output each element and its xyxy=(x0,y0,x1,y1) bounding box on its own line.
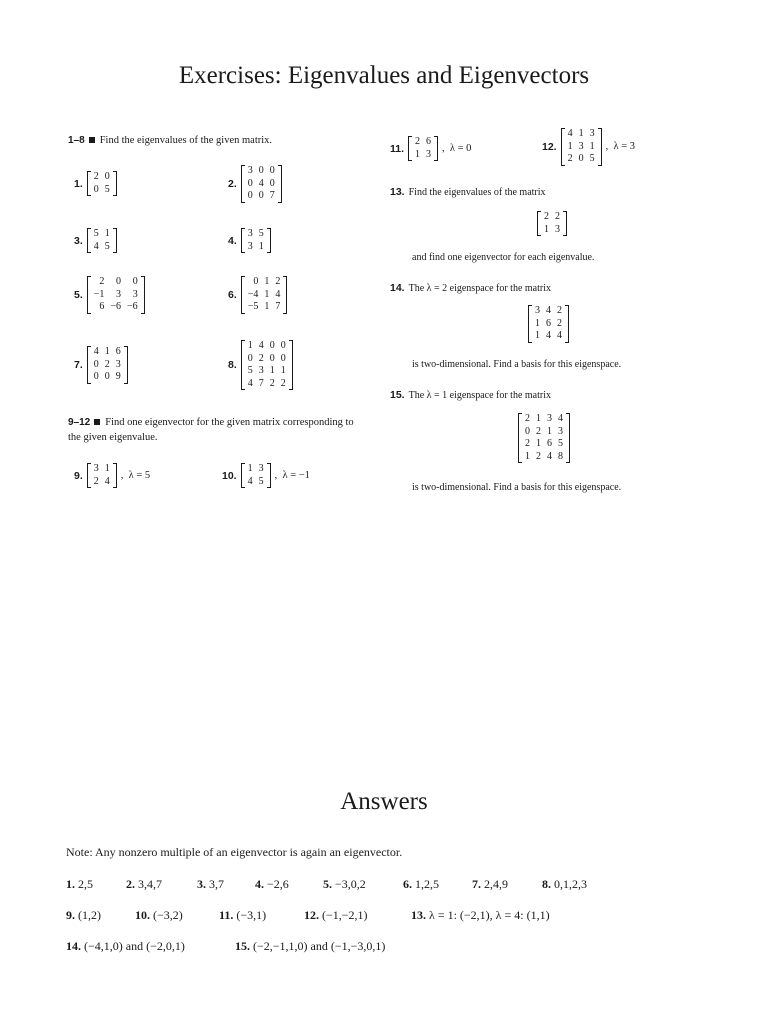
matrix-cell: 4 xyxy=(567,128,573,139)
answer-value: 2,5 xyxy=(78,877,93,891)
matrix xyxy=(87,276,145,314)
answer-number: 15. xyxy=(235,939,250,953)
answer-13 xyxy=(411,908,550,923)
matrix-cell: 7 xyxy=(258,377,264,389)
matrix-cell: 5 xyxy=(104,240,110,252)
matrix xyxy=(241,228,271,253)
matrix-cell: 0 xyxy=(93,371,99,382)
section-2-instruction-line1: Find one eigenvector for the given matrix corresponding to xyxy=(105,417,354,428)
answer-3 xyxy=(197,877,224,892)
problem-label: 11. xyxy=(390,142,405,155)
matrix-cell: 2 xyxy=(93,171,99,182)
matrix-cell: 1 xyxy=(104,228,110,239)
matrix-cell: 0 xyxy=(269,340,275,351)
matrix-cell: 2 xyxy=(258,352,264,364)
matrix-cell: 1 xyxy=(264,276,270,287)
answer-8 xyxy=(542,877,587,892)
matrix-cell: 2 xyxy=(93,475,99,487)
matrix-cell: 6 xyxy=(426,136,432,147)
matrix-cell: 0 xyxy=(280,340,286,351)
matrix-cell: 1 xyxy=(104,463,110,474)
answer-number: 9. xyxy=(66,908,75,922)
matrix-cell: 1 xyxy=(264,288,270,300)
matrix-cell: 0 xyxy=(247,177,253,189)
matrix-cell: 0 xyxy=(116,276,122,287)
matrix-cell: 1 xyxy=(578,128,584,139)
matrix-cell: 0 xyxy=(578,153,584,164)
matrix-cell: 3 xyxy=(589,128,595,139)
matrix-cell: 4 xyxy=(557,330,562,341)
matrix-cell: 7 xyxy=(269,190,275,201)
answer-value: λ = 1: (−2,1), λ = 4: (1,1) xyxy=(429,908,550,922)
answer-number: 14. xyxy=(66,939,81,953)
matrix-cell: 1 xyxy=(247,340,253,351)
matrix-cell: 3 xyxy=(547,413,552,424)
problem-7 xyxy=(74,346,128,384)
problem-label: 7. xyxy=(74,358,83,371)
answer-number: 3. xyxy=(197,877,206,891)
answer-value: 1,2,5 xyxy=(415,877,439,891)
answer-number: 1. xyxy=(66,877,75,891)
answer-number: 8. xyxy=(542,877,551,891)
matrix-cell: 5 xyxy=(589,153,595,164)
answer-6 xyxy=(403,877,439,892)
answer-value: (−3,2) xyxy=(153,908,183,922)
matrix-cell: 3 xyxy=(578,140,584,152)
matrix-cell: 9 xyxy=(115,371,121,382)
matrix-cell: 2 xyxy=(557,305,562,316)
problem-2 xyxy=(228,165,282,203)
matrix xyxy=(87,463,117,488)
problem-14-text: 14. The λ = 2 eigenspace for the matrix xyxy=(390,282,551,294)
matrix xyxy=(87,346,128,384)
matrix-cell: 0 xyxy=(258,190,264,201)
matrix-cell: 2 xyxy=(567,153,573,164)
matrix-cell: 1 xyxy=(589,140,595,152)
matrix-cell: 3 xyxy=(93,463,99,474)
problem-label: 4. xyxy=(228,234,237,247)
matrix xyxy=(537,211,567,236)
problem-13-followup: and find one eigenvector for each eigenvalue. xyxy=(412,252,595,263)
problem-4 xyxy=(228,228,271,253)
answer-4 xyxy=(255,877,289,892)
eigenvalue-suffix: , λ = −1 xyxy=(274,470,310,481)
section-1-header xyxy=(68,133,272,148)
problem-label: 12. xyxy=(542,140,557,153)
matrix-cell: 3 xyxy=(132,288,138,300)
answer-1 xyxy=(66,877,93,892)
problem-label: 6. xyxy=(228,288,237,301)
answer-number: 13. xyxy=(411,908,426,922)
answer-value: 3,4,7 xyxy=(138,877,162,891)
matrix-cell: 2 xyxy=(269,377,275,389)
problem-1 xyxy=(74,171,117,196)
matrix-cell: −1 xyxy=(93,288,105,300)
answer-number: 6. xyxy=(403,877,412,891)
matrix-cell: 3 xyxy=(247,228,253,239)
matrix-cell: 0 xyxy=(269,352,275,364)
section-1-range: 1–8 xyxy=(68,135,85,146)
matrix-cell: 1 xyxy=(536,413,541,424)
matrix-cell: 1 xyxy=(544,223,549,235)
problem-15-label: 15. xyxy=(390,389,405,401)
matrix-cell: 2 xyxy=(536,425,541,437)
matrix-cell: 2 xyxy=(544,211,549,222)
matrix-cell: 0 xyxy=(247,190,253,201)
matrix-cell: 4 xyxy=(93,346,99,357)
matrix-cell: 6 xyxy=(115,346,121,357)
matrix-cell: 3 xyxy=(555,223,560,235)
matrix-cell: 1 xyxy=(264,301,270,312)
answer-value: −2,6 xyxy=(267,877,289,891)
problem-15-matrix xyxy=(518,413,570,463)
matrix-cell: 0 xyxy=(280,352,286,364)
matrix-cell: 3 xyxy=(247,165,253,176)
matrix-cell: 4 xyxy=(258,177,264,189)
matrix-cell: 4 xyxy=(93,240,99,252)
matrix-cell: 4 xyxy=(247,475,253,487)
problem-label: 3. xyxy=(74,234,83,247)
matrix-cell: 6 xyxy=(99,301,105,312)
eigenvalue-suffix: , λ = 0 xyxy=(442,143,472,154)
matrix-cell: 1 xyxy=(269,365,275,376)
matrix-cell: 1 xyxy=(258,240,264,252)
matrix-cell: 5 xyxy=(258,228,264,239)
section-2-range: 9–12 xyxy=(68,417,91,428)
matrix-cell: 2 xyxy=(557,317,562,329)
answer-number: 4. xyxy=(255,877,264,891)
matrix-cell: 2 xyxy=(525,438,530,449)
matrix-cell: 4 xyxy=(546,330,551,341)
problem-6 xyxy=(228,276,287,314)
matrix-cell: 7 xyxy=(275,301,281,312)
eigenvalue-suffix: , λ = 3 xyxy=(605,141,635,153)
matrix-cell: 2 xyxy=(280,377,286,389)
matrix-cell: 4 xyxy=(258,340,264,351)
page-title: Exercises: Eigenvalues and Eigenvectors xyxy=(178,62,590,89)
answer-number: 11. xyxy=(219,908,234,922)
matrix-cell: 4 xyxy=(247,377,253,389)
problem-14-followup: is two-dimensional. Find a basis for this eigenspace. xyxy=(412,359,622,370)
matrix-cell: 8 xyxy=(558,450,563,462)
answer-number: 7. xyxy=(472,877,481,891)
matrix-cell: 4 xyxy=(275,288,281,300)
matrix xyxy=(241,463,271,488)
square-bullet-icon xyxy=(89,137,95,143)
answer-15 xyxy=(235,939,385,954)
matrix-cell: 0 xyxy=(269,165,275,176)
matrix xyxy=(518,413,570,463)
matrix-cell: 4 xyxy=(547,450,552,462)
matrix-cell: 6 xyxy=(547,438,552,449)
problem-13-text: 13. Find the eigenvalues of the matrix xyxy=(390,186,546,198)
matrix-cell: 0 xyxy=(104,171,110,182)
square-bullet-icon xyxy=(94,419,100,425)
matrix-cell: 3 xyxy=(116,288,122,300)
problem-label: 9. xyxy=(74,469,83,482)
matrix-cell: 0 xyxy=(525,425,530,437)
matrix-cell: 3 xyxy=(258,365,264,376)
answers-note: Note: Any nonzero multiple of an eigenvector is again an eigenvector. xyxy=(66,845,403,859)
problem-10 xyxy=(222,463,310,488)
matrix-cell: 1 xyxy=(547,425,552,437)
matrix-cell: 3 xyxy=(535,305,540,316)
answer-2 xyxy=(126,877,162,892)
answer-10 xyxy=(135,908,183,923)
answer-5 xyxy=(323,877,366,892)
answer-value: 2,4,9 xyxy=(484,877,508,891)
matrix-cell: 3 xyxy=(558,425,563,437)
answer-number: 12. xyxy=(304,908,319,922)
matrix-cell: 3 xyxy=(115,358,121,370)
problem-15-followup: is two-dimensional. Find a basis for this eigenspace. xyxy=(412,482,622,493)
answer-14 xyxy=(66,939,185,954)
matrix xyxy=(408,136,438,161)
matrix-cell: 5 xyxy=(247,365,253,376)
eigenvalue-suffix: , λ = 5 xyxy=(120,470,151,481)
matrix-cell: 0 xyxy=(93,183,99,195)
matrix-cell: 0 xyxy=(132,276,138,287)
matrix-cell: 3 xyxy=(247,240,253,252)
problem-11 xyxy=(390,136,471,161)
matrix-cell: 0 xyxy=(247,352,253,364)
matrix-cell: 5 xyxy=(258,475,264,487)
problem-14-matrix xyxy=(528,305,569,343)
matrix-cell: 1 xyxy=(536,438,541,449)
matrix-cell: 3 xyxy=(426,148,432,160)
problem-13-matrix xyxy=(537,211,567,236)
problem-12 xyxy=(542,128,635,166)
answer-9 xyxy=(66,908,101,923)
matrix-cell: 2 xyxy=(275,276,281,287)
answer-value: (−2,−1,1,0) and (−1,−3,0,1) xyxy=(253,939,386,953)
matrix-cell: 1 xyxy=(280,365,286,376)
answer-12 xyxy=(304,908,368,923)
answer-number: 2. xyxy=(126,877,135,891)
matrix-cell: 1 xyxy=(535,317,540,329)
answer-value: (1,2) xyxy=(78,908,101,922)
answer-value: −3,0,2 xyxy=(335,877,366,891)
answer-value: 0,1,2,3 xyxy=(554,877,587,891)
problem-label: 8. xyxy=(228,359,237,371)
matrix-cell: −4 xyxy=(247,288,259,300)
matrix-cell: 2 xyxy=(525,413,530,424)
matrix xyxy=(561,128,602,166)
matrix-cell: −6 xyxy=(110,301,122,312)
matrix-cell: 5 xyxy=(104,183,110,195)
matrix-cell: 2 xyxy=(104,358,110,370)
problem-14-label: 14. xyxy=(390,282,405,294)
problem-5 xyxy=(74,276,145,314)
matrix-cell: 2 xyxy=(536,450,541,462)
answer-number: 10. xyxy=(135,908,150,922)
matrix xyxy=(528,305,569,343)
matrix-cell: 4 xyxy=(558,413,563,424)
matrix-cell: 1 xyxy=(247,463,253,474)
problem-9 xyxy=(74,463,150,488)
section-1-instruction: Find the eigenvalues of the given matrix. xyxy=(99,135,273,146)
matrix-cell: 3 xyxy=(258,463,264,474)
problem-label: 2. xyxy=(228,177,237,190)
matrix-cell: 0 xyxy=(269,177,275,189)
matrix xyxy=(87,228,117,253)
section-2-header xyxy=(68,415,388,445)
matrix-cell: 0 xyxy=(104,371,110,382)
problem-13-label: 13. xyxy=(390,186,405,198)
section-2-instruction-line2: the given eigenvalue. xyxy=(68,432,158,443)
answer-value: (−4,1,0) and (−2,0,1) xyxy=(84,939,185,953)
answers-heading: Answers xyxy=(340,788,428,815)
matrix-cell: 2 xyxy=(99,276,105,287)
matrix-cell: −5 xyxy=(247,301,259,312)
matrix-cell: 1 xyxy=(567,140,573,152)
matrix-cell: 1 xyxy=(535,330,540,341)
matrix xyxy=(241,340,293,390)
matrix-cell: 6 xyxy=(546,317,551,329)
matrix-cell: 1 xyxy=(104,346,110,357)
matrix-cell: 0 xyxy=(253,276,259,287)
problem-3 xyxy=(74,228,117,253)
answer-value: (−1,−2,1) xyxy=(322,908,368,922)
matrix-cell: −6 xyxy=(127,301,138,312)
answer-7 xyxy=(472,877,508,892)
matrix xyxy=(241,165,282,203)
problem-15-text: 15. The λ = 1 eigenspace for the matrix xyxy=(390,389,551,401)
matrix xyxy=(241,276,288,314)
matrix-cell: 4 xyxy=(546,305,551,316)
matrix-cell: 5 xyxy=(93,228,99,239)
answer-11 xyxy=(219,908,266,923)
problem-label: 1. xyxy=(74,177,83,190)
matrix-cell: 2 xyxy=(555,211,560,222)
matrix-cell: 2 xyxy=(415,136,421,147)
answer-value: 3,7 xyxy=(209,877,224,891)
matrix-cell: 1 xyxy=(415,148,421,160)
problem-8 xyxy=(228,340,293,390)
matrix-cell: 5 xyxy=(558,438,563,449)
matrix-cell: 0 xyxy=(93,358,99,370)
matrix-cell: 0 xyxy=(258,165,264,176)
matrix-cell: 1 xyxy=(525,450,530,462)
problem-label: 5. xyxy=(74,288,83,301)
problem-label: 10. xyxy=(222,469,237,482)
matrix xyxy=(87,171,117,196)
answer-number: 5. xyxy=(323,877,332,891)
answer-value: (−3,1) xyxy=(236,908,267,922)
matrix-cell: 4 xyxy=(104,475,110,487)
